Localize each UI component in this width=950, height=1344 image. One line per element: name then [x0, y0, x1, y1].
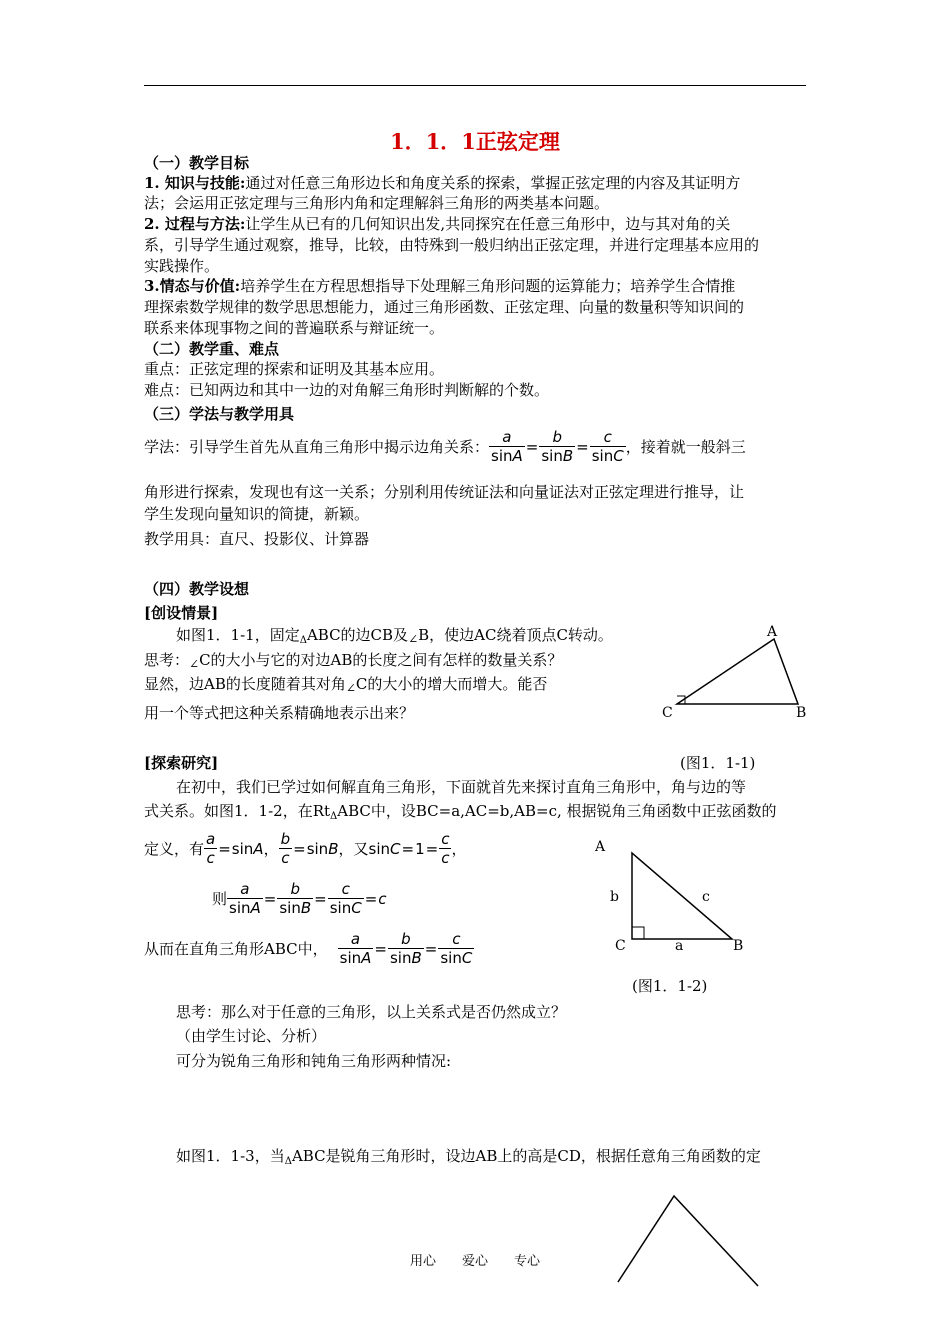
header-rule [144, 85, 806, 86]
then-equation: 则 $\frac{a}{\sin A}$ = $\frac{b}{\sin B}$ = $\frac{c}{\sin C}$ = c [212, 880, 387, 917]
section-heading-keypoints: （二）教学重、难点 [144, 340, 280, 358]
figure-1-2-caption: (图1．1-2) [632, 977, 708, 995]
fraction-c-sinC: $\frac{c}{\sin C}$ [591, 428, 624, 465]
angle-symbol: ∠ [345, 681, 356, 695]
subheading-research: [探索研究] [144, 754, 219, 772]
research-line1: 在初中，我们已学过如何解直角三角形，下面就首先来探讨直角三角形中，角与边的等 [176, 778, 747, 796]
figure-1-2-right-triangle [590, 835, 760, 960]
angle-symbol: ∠ [408, 632, 419, 646]
section-heading-design: （四）教学设想 [144, 580, 250, 598]
figure-1-1-caption: (图1．1-1) [680, 754, 756, 772]
acute-triangle-sides [618, 1196, 758, 1286]
vertex-label-c: C [615, 938, 626, 954]
scenario-think: 思考：∠C的大小与它的对边AB的长度之间有怎样的数量关系？ [144, 651, 563, 671]
vertex-label-b: B [796, 705, 807, 721]
figure-1-3-intro: 如图1．1-3，当ΔABC是锐角三角形时，设边AB上的高是CD，根据任意角三角函数的定 [176, 1147, 761, 1167]
fraction-a-sinA: $\frac{a}{\sin A}$ [491, 428, 523, 465]
page-footer: 用心 爱心 专心 [409, 1254, 540, 1269]
right-triangle-outline [632, 853, 732, 939]
scenario-express: 用一个等式把这种关系精确地表示出来？ [144, 704, 415, 722]
goal-2-line3: 实践操作。 [144, 257, 220, 275]
right-angle-mark [632, 927, 644, 939]
subheading-scenario: [创设情景] [144, 604, 219, 622]
research-line2: 式关系。如图1．1-2，在RtΔABC中，设BC=a,AC=b,AB=c, 根据锐角三角函数中正弦函数的 [144, 802, 777, 822]
fraction-b-sinB: $\frac{b}{\sin B}$ [541, 428, 574, 465]
vertex-label-c: C [662, 705, 673, 721]
vertex-label-a: A [767, 624, 778, 640]
difficult-point: 难点：已知两边和其中一边的对角解三角形时判断解的个数。 [144, 381, 550, 399]
triangle-abc-outline [677, 639, 798, 704]
vertex-label-b: B [733, 938, 744, 954]
study-method-line2: 角形进行探索，发现也有这一关系；分别利用传统证法和向量证法对正弦定理进行推导，让 [144, 483, 745, 501]
triangle-symbol: Δ [330, 811, 338, 822]
goal-2-line2: 系，引导学生通过观察，推导，比较，由特殊到一般归纳出正弦定理，并进行定理基本应用的 [144, 236, 760, 254]
goal-3-line1: 3.情态与价值:培养学生在方程思想指导下处理解三角形问题的运算能力；培养学生合情推 [144, 277, 736, 295]
vertex-label-a: A [595, 839, 606, 855]
side-label-a: a [675, 938, 684, 954]
triangle-symbol: Δ [299, 635, 307, 646]
page-title: 1．1．1正弦定理 [390, 129, 560, 154]
key-point: 重点：正弦定理的探索和证明及其基本应用。 [144, 360, 445, 378]
figure-1-1-triangle [655, 620, 815, 725]
study-method-line1: 学法：引导学生首先从直角三角形中揭示边角关系： $\frac{a}{\sin A}$ = $\frac{b}{\sin B}$ = $\frac{c}{\sin C}$ ，接着就一般斜三 [144, 428, 746, 465]
think-any-triangle: 思考：那么对于任意的三角形，以上关系式是否仍然成立？ [176, 1003, 567, 1021]
figure-1-3-partial-triangle [610, 1190, 770, 1290]
section-heading-methods: （三）学法与教学用具 [144, 405, 295, 423]
angle-symbol: ∠ [189, 657, 200, 671]
section-heading-goals: （一）教学目标 [144, 154, 250, 172]
teaching-tools: 教学用具：直尺、投影仪、计算器 [144, 530, 370, 548]
definition-line: 定义，有 $\frac{a}{c}$ = sin A ， $\frac{b}{c}$ = sin B ，又 sin C = 1 = $\frac{c}{c}$ ， [144, 830, 467, 867]
goal-1-line2: 法；会运用正弦定理与三角形内角和定理解斜三角形的两类基本问题。 [144, 194, 610, 212]
side-label-b: b [610, 889, 619, 905]
triangle-symbol: Δ [284, 1156, 292, 1167]
goal-1-line1: 1. 知识与技能:通过对任意三角形边长和角度关系的探索，掌握正弦定理的内容及其证明方 [144, 174, 741, 192]
goal-3-line2: 理探索数学规律的数学思思想能力，通过三角形函数、正弦定理、向量的数量积等知识间的 [144, 298, 745, 316]
right-triangle-equation: 从而在直角三角形ABC中， $\frac{a}{\sin A}$ = $\frac{b}{\sin B}$ = $\frac{c}{\sin C}$ [144, 930, 473, 967]
goal-2-line1: 2. 过程与方法:让学生从已有的几何知识出发,共同探究在任意三角形中，边与其对角的关 [144, 215, 731, 233]
two-cases: 可分为锐角三角形和钝角三角形两种情况: [176, 1052, 452, 1070]
scenario-line1: 如图1．1-1，固定ΔABC的边CB及∠B，使边AC绕着顶点C转动。 [176, 626, 613, 646]
study-method-line3: 学生发现向量知识的简捷，新颖。 [144, 505, 370, 523]
student-discussion: （由学生讨论、分析） [176, 1027, 327, 1045]
scenario-obvious: 显然，边AB的长度随着其对角∠C的大小的增大而增大。能否 [144, 675, 548, 695]
side-label-c: c [702, 889, 710, 905]
goal-3-line3: 联系来体现事物之间的普遍联系与辩证统一。 [144, 319, 445, 337]
